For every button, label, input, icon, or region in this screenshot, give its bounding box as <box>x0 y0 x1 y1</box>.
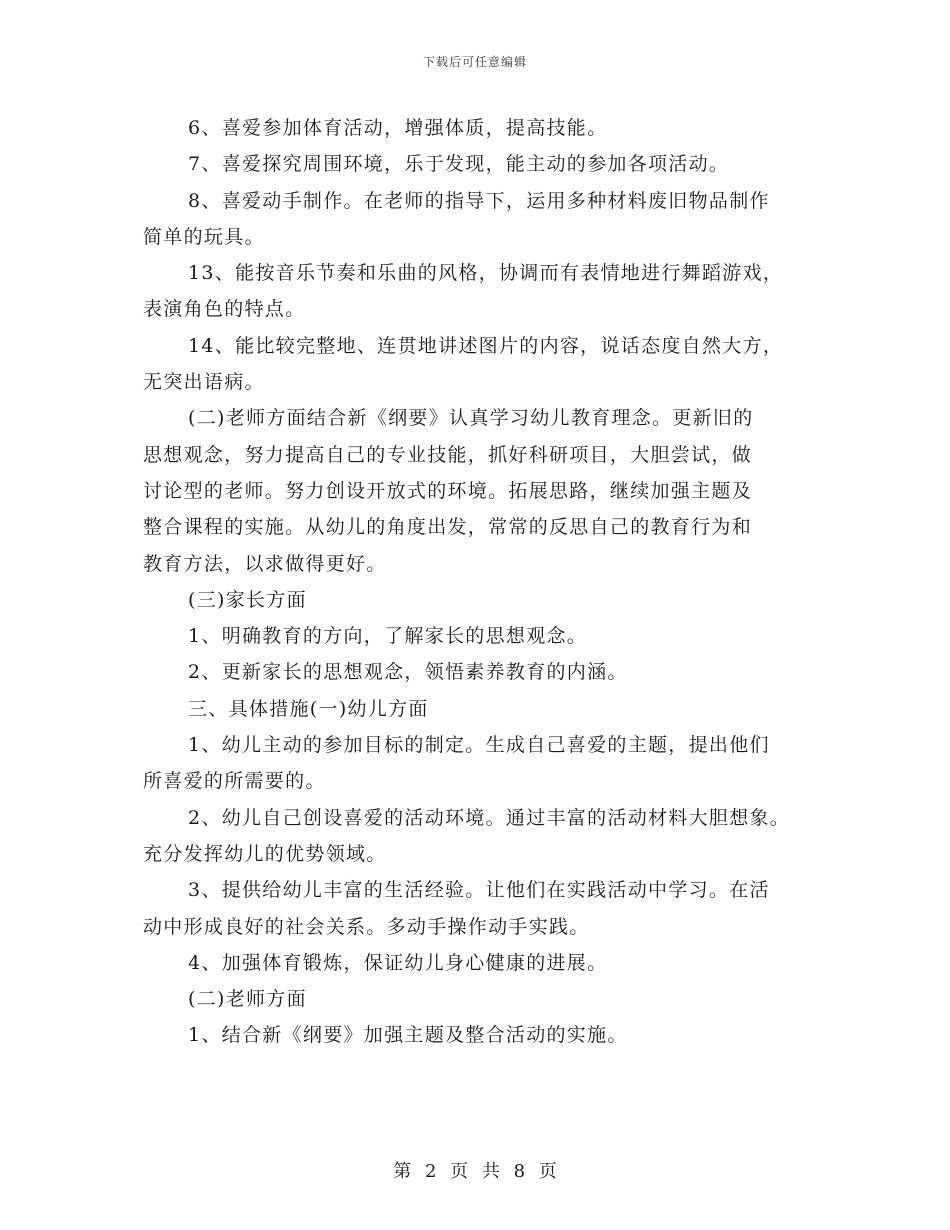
document-body <box>143 110 823 1054</box>
text-line: 1、明确教育的方向，了解家长的思想观念。 <box>188 625 588 648</box>
page-header: 下载后可任意编辑 <box>422 55 527 69</box>
text-line: 动中形成良好的社会关系。多动手操作动手实践。 <box>143 915 590 938</box>
footer-current-page: 2 <box>424 1161 437 1182</box>
text-line: 1、幼儿主动的参加目标的制定。生成自己喜爱的主题，提出他们 <box>188 734 770 757</box>
text-line: 6、喜爱参加体育活动，增强体质，提高技能。 <box>188 117 608 139</box>
footer-label-total: 共 <box>481 1161 500 1182</box>
text-line: 2、幼儿自己创设喜爱的活动环境。通过丰富的活动材料大胆想象。 <box>188 806 791 829</box>
page-footer <box>0 1157 950 1183</box>
text-line: 思想观念，努力提高自己的专业技能，抓好科研项目，大胆尝试，做 <box>143 443 753 466</box>
footer-label-before: 第 <box>393 1161 412 1182</box>
text-line: 三、具体措施(一)幼儿方面 <box>188 697 429 720</box>
text-line: 2、更新家长的思想观念，领悟素养教育的内涵。 <box>188 661 628 684</box>
text-line: 13、能按音乐节奏和乐曲的风格，协调而有表情地进行舞蹈游戏， <box>188 262 784 285</box>
text-line: 无突出语病。 <box>143 371 265 394</box>
text-line: 简单的玩具。 <box>143 225 265 248</box>
text-line: 所喜爱的所需要的。 <box>143 770 326 793</box>
text-line: 3、提供给幼儿丰富的生活经验。让他们在实践活动中学习。在活 <box>188 879 770 902</box>
text-line: 表演角色的特点。 <box>143 298 306 321</box>
text-line: (三)家长方面 <box>188 588 307 611</box>
text-line: 充分发挥幼儿的优势领域。 <box>143 842 387 865</box>
text-line: 7、喜爱探究周围环境，乐于发现，能主动的参加各项活动。 <box>188 153 730 176</box>
text-line: 14、能比较完整地、连贯地讲述图片的内容，说话态度自然大方， <box>188 334 784 357</box>
text-line: 8、喜爱动手制作。在老师的指导下，运用多种材料废旧物品制作 <box>188 189 770 212</box>
footer-total-pages: 8 <box>513 1161 526 1182</box>
text-line: 1、结合新《纲要》加强主题及整合活动的实施。 <box>188 1024 628 1047</box>
text-line: 整合课程的实施。从幼儿的角度出发，常常的反思自己的教育行为和 <box>143 516 753 539</box>
text-line: 4、加强体育锻炼，保证幼儿身心健康的进展。 <box>188 951 608 974</box>
text-line: (二)老师方面 <box>188 988 307 1011</box>
text-line: 讨论型的老师。努力创设开放式的环境。拓展思路，继续加强主题及 <box>143 479 753 502</box>
footer-label-page: 页 <box>450 1161 469 1182</box>
text-line: 教育方法，以求做得更好。 <box>143 552 387 575</box>
footer-label-after: 页 <box>538 1161 557 1182</box>
text-line: (二)老师方面结合新《纲要》认真学习幼儿教育理念。更新旧的 <box>188 407 754 430</box>
